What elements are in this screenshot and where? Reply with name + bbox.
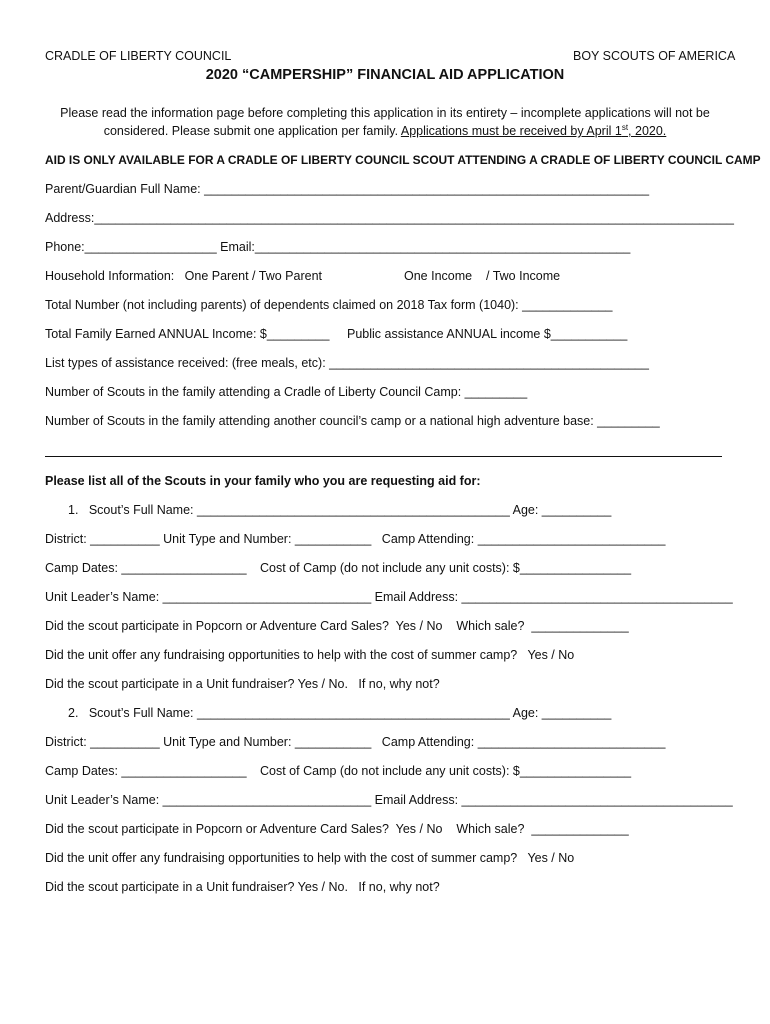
public-assistance-field[interactable]: Public assistance ANNUAL income $___________ [347, 327, 628, 341]
scout-2-unit-fundraising-question[interactable]: Did the unit offer any fundraising opportunities to help with the cost of summer camp? Yes / No [45, 851, 575, 865]
intro-line-1: Please read the information page before completing this application in its entirety – incomplete applications will not be [60, 106, 710, 120]
scout-2-unit-fundraiser-question[interactable]: Did the scout participate in a Unit fundraiser? Yes / No. If no, why not? [45, 880, 440, 894]
eligibility-notice: AID IS ONLY AVAILABLE FOR A CRADLE OF LIBERTY COUNCIL SCOUT ATTENDING A CRADLE OF LIBERTY COUNCIL CAMP [45, 153, 761, 167]
scout-1-unit-leader-field[interactable]: Unit Leader’s Name: ______________________________ Email Address: _______________________________________ [45, 590, 733, 604]
scout-1-popcorn-sales-question[interactable]: Did the scout participate in Popcorn or Adventure Card Sales? Yes / No Which sale? ______________ [45, 619, 629, 633]
phone-email-field[interactable]: Phone:___________________ Email:______________________________________________________ [45, 240, 631, 254]
dependents-field[interactable]: Total Number (not including parents) of dependents claimed on 2018 Tax form (1040): _____________ [45, 298, 613, 312]
scout-1-name-age-field[interactable]: 1. Scout’s Full Name: _____________________________________________ Age: __________ [68, 503, 612, 517]
scout-2-camp-dates-field[interactable]: Camp Dates: __________________ [45, 764, 247, 778]
scouts-section-heading: Please list all of the Scouts in your family who you are requesting aid for: [45, 474, 481, 488]
scouts-council-camp-field[interactable]: Number of Scouts in the family attending a Cradle of Liberty Council Camp: _________ [45, 385, 528, 399]
scout-1-unit-fundraising-question[interactable]: Did the unit offer any fundraising opportunities to help with the cost of summer camp? Yes / No [45, 648, 575, 662]
scout-1-camp-cost-field[interactable]: Cost of Camp (do not include any unit costs): $________________ [260, 561, 632, 575]
intro-instruction: considered. Please submit one application per family. [103, 124, 401, 138]
assistance-types-field[interactable]: List types of assistance received: (free meals, etc): ______________________________________________ [45, 356, 649, 370]
council-name: CRADLE OF LIBERTY COUNCIL [45, 49, 232, 63]
organization-name: BOY SCOUTS OF AMERICA [573, 49, 736, 63]
household-type-options[interactable]: Household Information: One Parent / Two Parent [45, 269, 323, 283]
deadline-notice: Applications must be received by April 1st, 2020. [400, 122, 667, 138]
intro-line-2 [0, 123, 770, 139]
income-type-options[interactable]: One Income / Two Income [404, 269, 561, 283]
section-divider [45, 456, 722, 457]
scout-1-camp-dates-field[interactable]: Camp Dates: __________________ [45, 561, 247, 575]
scout-2-district-unit-camp-field[interactable]: District: __________ Unit Type and Number: ___________ Camp Attending: ___________________________ [45, 735, 666, 749]
scout-1-unit-fundraiser-question[interactable]: Did the scout participate in a Unit fundraiser? Yes / No. If no, why not? [45, 677, 440, 691]
earned-income-field[interactable]: Total Family Earned ANNUAL Income: $_________ [45, 327, 330, 341]
address-field[interactable]: Address:____________________________________________________________________________________________ [45, 211, 734, 225]
guardian-name-field[interactable]: Parent/Guardian Full Name: ________________________________________________________________ [45, 182, 650, 196]
scout-1-district-unit-camp-field[interactable]: District: __________ Unit Type and Number: ___________ Camp Attending: ___________________________ [45, 532, 666, 546]
scout-2-popcorn-sales-question[interactable]: Did the scout participate in Popcorn or Adventure Card Sales? Yes / No Which sale? ______________ [45, 822, 629, 836]
page-title: 2020 “CAMPERSHIP” FINANCIAL AID APPLICATION [205, 67, 565, 83]
scouts-other-camp-field[interactable]: Number of Scouts in the family attending another council’s camp or a national high adventure base: _________ [45, 414, 660, 428]
scout-2-camp-cost-field[interactable]: Cost of Camp (do not include any unit costs): $________________ [260, 764, 632, 778]
scout-2-name-age-field[interactable]: 2. Scout’s Full Name: _____________________________________________ Age: __________ [68, 706, 612, 720]
scout-2-unit-leader-field[interactable]: Unit Leader’s Name: ______________________________ Email Address: _______________________________________ [45, 793, 733, 807]
